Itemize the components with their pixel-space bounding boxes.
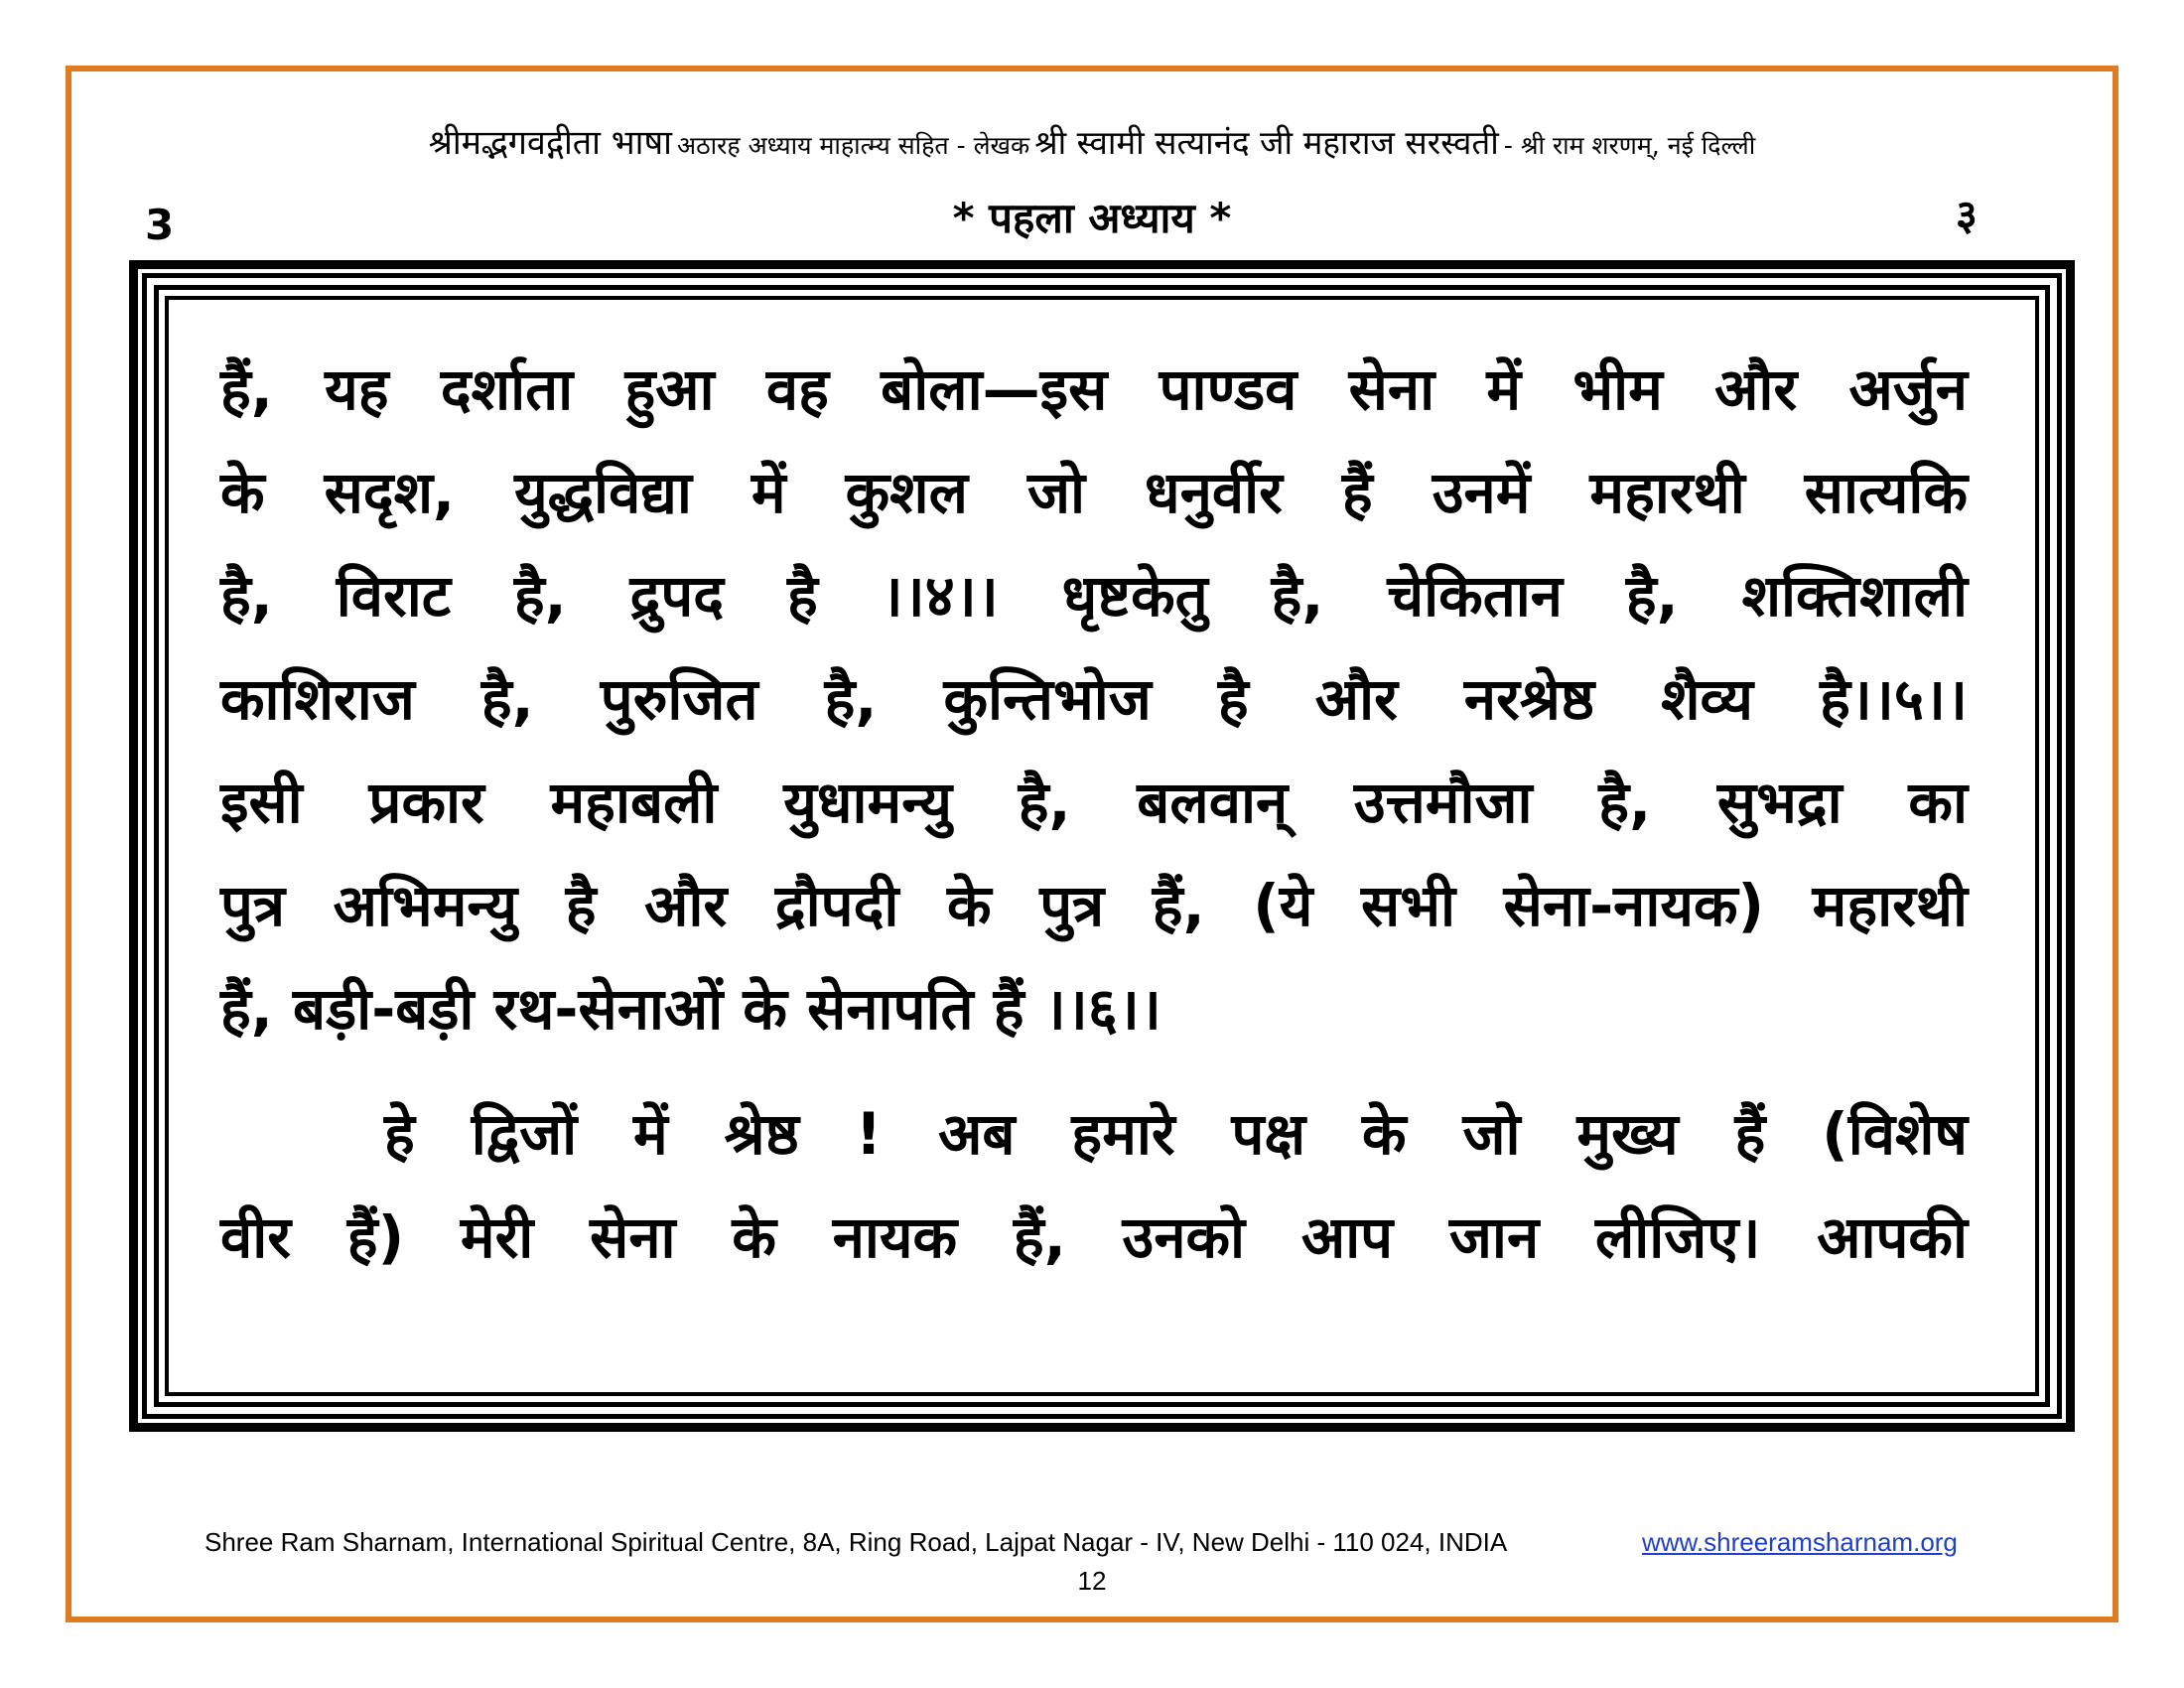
verse-line: के सदृश, युद्धविद्या में कुशल जो धनुर्वीर हैं उनमें महारथी सात्यकि <box>220 459 1968 526</box>
verse-line: हे द्विजों में श्रेष्ठ ! अब हमारे पक्ष के जो मुख्य हैं (विशेष <box>384 1100 1968 1168</box>
verse-line: हैं, बड़ी-बड़ी रथ-सेनाओं के सेनापति हैं ।।६।। <box>220 975 1161 1043</box>
verse-line: इसी प्रकार महाबली युधामन्यु है, बलवान् उत्तमौजा है, सुभद्रा का <box>220 769 1968 836</box>
footer-page-number: 12 <box>1077 1566 1107 1596</box>
verse-line: हैं, यह दर्शाता हुआ वह बोला—इस पाण्डव सेना में भीम और अर्जुन <box>220 355 1968 423</box>
footer-address: Shree Ram Sharnam, International Spiritual Centre, 8A, Ring Road, Lajpat Nagar - IV, New Delhi - 110 024, INDIA <box>205 1527 1508 1557</box>
verse-line: है, विराट है, द्रुपद है ।।४।। धृष्टकेतु है, चेकितान है, शक्तिशाली <box>220 562 1968 630</box>
page-number-devanagari: ३ <box>1956 191 1978 239</box>
header-title <box>99 119 2085 167</box>
website-link[interactable]: www.shreeramsharnam.org <box>1642 1527 1958 1557</box>
page-number-latin: 3 <box>145 201 175 249</box>
author-name: श्री स्वामी सत्यानंद जी महाराज सरस्वती <box>1034 123 1499 162</box>
book-subtitle: अठारह अध्याय माहात्म्य सहित - लेखक <box>677 131 1030 160</box>
verse-line: वीर हैं) मेरी सेना के नायक हैं, उनको आप जान लीजिए। आपकी <box>220 1203 1968 1271</box>
verse-line: काशिराज है, पुरुजित है, कुन्तिभोज है और नरश्रेष्ठ शैव्य है।।५।। <box>220 665 1968 733</box>
verse-line: पुत्र अभिमन्यु है और द्रौपदी के पुत्र हैं, (ये सभी सेना-नायक) महारथी <box>220 872 1968 939</box>
publisher-place: - श्री राम शरणम्, नई दिल्ली <box>1503 131 1756 160</box>
book-title: श्रीमद्भगवद्गीता भाषा <box>428 123 672 163</box>
verse-text-block <box>220 338 1968 1289</box>
chapter-heading: * पहला अध्याय * <box>952 194 1232 242</box>
